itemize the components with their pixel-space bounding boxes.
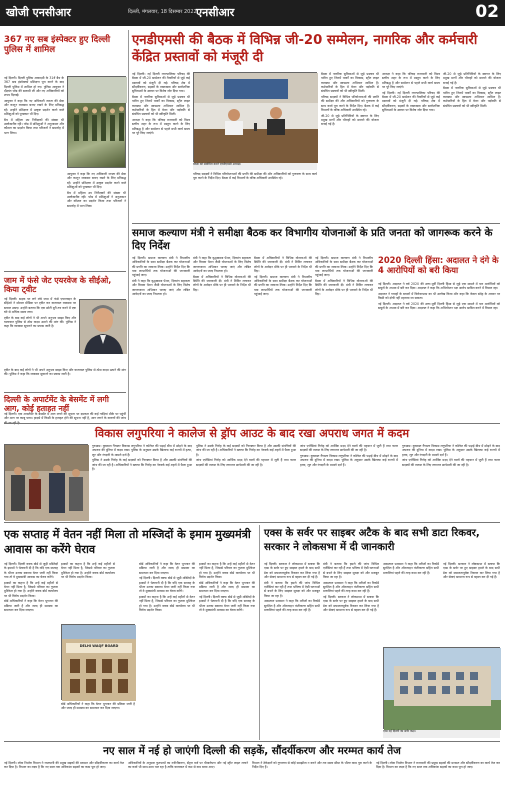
- ceo-portrait: [79, 299, 126, 353]
- story-body-continued: बोर्ड अधिकारियों ने कहा कि वेतन भुगतान की प्रक्रिया जारी है और जल्द ही समस्या का समाधान कर दिया जाएगा।: [61, 702, 135, 711]
- story-body: नई दिल्ली। समाज कल्याण मंत्री ने विभागीय अधिकारियों के साथ समीक्षा बैठक कर योजनाओं की प्रगति का जायजा लिया। उन्होंने निर्देश दिए कि पात्र लाभार्थियों तक योजनाओं की जानकारी पहुंचाई जाए। मंत्री ने कहा कि वृद्धावस्था पेंशन, दिव्यांग सहायता और विधवा पेंशन जैसी योजनाओं के लिए विशेष जागरूकता अभियान चलाए जाएं और लंबित आवेदनों का जल्द निपटारा हो।: [132, 256, 190, 296]
- divider: [4, 741, 500, 742]
- story-body-column-3: अस्पताल प्रशासन ने कहा कि मरीजों का रिकॉर्ड सुरक्षित है और ऑनलाइन पंजीकरण सहित सभी प्रणालियां पहले की तरह काम कर रही हैं।: [383, 562, 439, 575]
- story-body-column-2: अधिकारियों के अनुसार फुटपाथों का नवीनीकरण, सेंट्रल वर्ज पर पौधारोपण और नई स्ट्रीट लाइट लगाने का कार्य भी साथ-साथ चल रहा है ताकि यातायात में कम से कम बाधा आए।: [128, 761, 248, 770]
- story-body: नई दिल्ली। दिल्ली वक्फ बोर्ड से जुड़ी मस्जिदों के इमामों ने चेतावनी दी है कि यदि एक सप्ताह के भीतर उनका बकाया वेतन जारी नहीं किया गया तो वे मुख्यमंत्री आवास का घेराव करेंगे। इमामों का कहना है कि उन्हें कई महीनों से वेतन नहीं मिला है, जिससे परिवार का गुजारा मुश्किल हो गया है। उन्होंने वक्फ बोर्ड कार्यालय पर भी विरोध प्रदर्शन किया। बोर्ड अधिकारियों ने कहा कि वेतन भुगतान की प्रक्रिया जारी है और जल्द ही समस्या का समाधान कर दिया जाएगा।: [4, 562, 58, 612]
- headline: विकास लगुपरिया ने कालेज से ड्रॉप आउट के बाद रखा अपराध जगत में कदम: [94, 427, 410, 440]
- headline: नए साल में नई हो जाएंगी दिल्ली की सड़कें, सौंदर्यीकरण और मरम्मत कार्य तेज: [103, 745, 401, 757]
- story-sub-inspectors: [4, 36, 126, 56]
- story-delhi-roads: [4, 745, 500, 758]
- lead-headline: एनडीएमसी की बैठक में विभिन्न जी-20 सम्मेलन, नागरिक और कर्मचारी केंद्रित प्रस्तावों को मंजूरी दी: [132, 33, 478, 65]
- headline: जाम में फंसे जेट एयरवेज के सीईओ, किया ट्वीट: [4, 276, 112, 295]
- story-body-column-3: विभाग ने ठेकेदारों को गुणवत्ता से कोई समझौता न करने और तय समय सीमा के भीतर काम पूरा करने के निर्देश दिए हैं।: [252, 761, 372, 770]
- story-body-column-3: बैठक में नागरिक सुविधाओं से जुड़े प्रस्ताव भी पारित हुए जिनमें पार्कों का विकास, स्ट्रीट लाइट व्यवस्था और स्वच्छता अभियान शामिल हैं। कर्मचारियों के हित में वेतन और पदोन्नति से संबंधित प्रस्तावों को भी स्वीकृति मिली। परिषद सदस्यों ने विभिन्न परियोजनाओं की प्रगति की समीक्षा की और अधिकारियों को गुणवत्ता के साथ कार्य पूरा करने के निर्देश दिए। बैठक में कई विभागों के वरिष्ठ अधिकारी उपस्थित रहे। जी-20 से जुड़े प्रतिनिधियों के स्वागत के लिए प्रमुख मार्गों और चौराहों को सजाने की योजना बनाई गई है।: [321, 72, 379, 127]
- divider: [4, 271, 126, 272]
- story-aiims-cyber-attack: [264, 527, 500, 555]
- page-number: 02: [475, 2, 499, 22]
- masthead: [0, 0, 505, 26]
- aiims-building-illustration: [384, 648, 501, 730]
- section-title: एनसीआर: [196, 6, 235, 19]
- divider: [4, 423, 500, 424]
- story-jet-airways: [4, 276, 126, 294]
- waqf-building-illustration: [62, 625, 136, 701]
- story-body: नई दिल्ली। लोक निर्माण विभाग ने राजधानी की प्रमुख सड़कों की मरम्मत और सौंदर्यीकरण का कार्य तेज कर दिया है। विभाग का लक्ष्य है कि नए साल तक अधिकांश सड़कों का काम पूरा हो जाए।: [4, 761, 124, 770]
- story-social-welfare: [132, 227, 500, 253]
- story-body: नई दिल्ली। सरकार ने लोकसभा में बताया कि एम्स के सर्वर पर हुए साइबर हमले के बाद सभी डेटा को सफलतापूर्वक रिकवर कर लिया गया है और सेवाएं सामान्य रूप से बहाल कर दी गई हैं। मंत्री ने बताया कि हमले की जांच विभिन्न एजेंसियां कर रही हैं तथा भविष्य में ऐसी घटनाओं से बचने के लिए साइबर सुरक्षा को और मजबूत किया जा रहा है। अस्पताल प्रशासन ने कहा कि मरीजों का रिकॉर्ड सुरक्षित है और ऑनलाइन पंजीकरण सहित सभी प्रणालियां पहले की तरह काम कर रही हैं।: [264, 562, 320, 612]
- headline: एक्स के सर्वर पर साइबर अटैक के बाद सभी डाटा रिकवर, सरकार ने लोकसभा में दी जानकारी: [264, 528, 480, 553]
- story-body-column-2: इमामों का कहना है कि उन्हें कई महीनों से वेतन नहीं मिला है, जिससे परिवार का गुजारा मुश्किल हो गया है। उन्होंने वक्फ बोर्ड कार्यालय पर भी विरोध प्रदर्शन किया।: [61, 562, 115, 579]
- parade-illustration: [68, 77, 127, 169]
- issue-date: दिल्ली, मंगलवार, 18 दिसम्बर 2022: [128, 9, 197, 15]
- story-body-column-2: मंत्री ने कहा कि वृद्धावस्था पेंशन, दिव्यांग सहायता और विधवा पेंशन जैसी योजनाओं के लिए विशेष जागरूकता अभियान चलाए जाएं और लंबित आवेदनों का जल्द निपटारा हो। बैठक में अधिकारियों ने विभिन्न योजनाओं की स्थिति की जानकारी दी। मंत्री ने शिविर लगाकर लोगों के आवेदन मौके पर ही भरवाने के निर्देश भी दिए।: [193, 256, 251, 292]
- story-body-column-4: इमामों का कहना है कि उन्हें कई महीनों से वेतन नहीं मिला है, जिससे परिवार का गुजारा मुश्किल हो गया है। उन्होंने वक्फ बोर्ड कार्यालय पर भी विरोध प्रदर्शन किया। बोर्ड अधिकारियों ने कहा कि वेतन भुगतान की प्रक्रिया जारी है और जल्द ही समस्या का समाधान कर दिया जाएगा। नई दिल्ली। दिल्ली वक्फ बोर्ड से जुड़ी मस्जिदों के इमामों ने चेतावनी दी है कि यदि एक सप्ताह के भीतर उनका बकाया वेतन जारी नहीं किया गया तो वे मुख्यमंत्री आवास का घेराव करेंगे।: [199, 562, 255, 612]
- story-ndmc: [132, 32, 500, 66]
- divider: [4, 522, 500, 523]
- portrait-illustration: [80, 300, 127, 354]
- story-body-column-4: नई दिल्ली। सरकार ने लोकसभा में बताया कि एम्स के सर्वर पर हुए साइबर हमले के बाद सभी डेटा को सफलतापूर्वक रिकवर कर लिया गया है और सेवाएं सामान्य रूप से बहाल कर दी गई हैं।: [443, 562, 500, 579]
- crime-scene-photo: [4, 444, 88, 520]
- headline: 2020 दिल्ली हिंसा: अदालत ने दंगे के 4 आरोपियों को बरी किया: [378, 255, 499, 275]
- waqf-board-photo: [61, 624, 135, 700]
- publication-name: खोजी एनसीआर: [6, 6, 71, 19]
- photo-caption: बैठक को संबोधित करते एनडीएमसी अध्यक्ष।: [193, 163, 317, 170]
- ndmc-meeting-photo: [193, 72, 317, 162]
- column-rule: [259, 525, 260, 740]
- story-body-column-2: पुलिस ने उसके गिरोह के कई सदस्यों को गिरफ्तार किया है और उसकी संपत्तियों की जांच की जा रही है। अधिकारियों ने बताया कि गिरोह का नेटवर्क कई शहरों में फैला हुआ है। जांच एजेंसियां गिरोह को आर्थिक मदद देने वालों की पहचान में जुटी हैं तथा फरार सदस्यों की तलाश के लिए लगातार छापेमारी की जा रही है।: [196, 444, 296, 467]
- headline: दिल्ली के अपार्टमेंट के बेसमेंट में लगी आग, कोई हताहत नहीं: [4, 395, 109, 413]
- story-body: नई दिल्ली। दिल्ली पुलिस अकादमी के 31वें बैच के 367 सब इंस्पेक्टर्स प्रशिक्षण पूरा करने के बाद दिल्ली पुलिस में शामिल हो गए। पुलिस आयुक्त ने दीक्षांत परेड की सलामी ली और नए अधिकारियों को शपथ दिलाई। आयुक्त ने कहा कि नए अधिकारी जनता की सेवा और कानून व्यवस्था बनाए रखने के लिए प्रतिबद्ध रहें। उन्होंने प्रशिक्षण में उत्कृष्ट प्रदर्शन करने वाले प्रशिक्षुओं को पुरस्कार भी दिए। बैच में महिला उप निरीक्षकों की संख्या भी उल्लेखनीय रही। परेड में प्रशिक्षुओं ने अनुशासन और कौशल का प्रदर्शन किया तथा परिजनों ने समारोह में भाग लिया।: [4, 76, 64, 135]
- divider: [132, 223, 500, 224]
- crime-scene-illustration: [5, 445, 89, 521]
- story-body-column-3: बैठक में अधिकारियों ने विभिन्न योजनाओं की स्थिति की जानकारी दी। मंत्री ने शिविर लगाकर लोगों के आवेदन मौके पर ही भरवाने के निर्देश भी दिए। नई दिल्ली। समाज कल्याण मंत्री ने विभागीय अधिकारियों के साथ समीक्षा बैठक कर योजनाओं की प्रगति का जायजा लिया। उन्होंने निर्देश दिए कि पात्र लाभार्थियों तक योजनाओं की जानकारी पहुंचाई जाए।: [254, 256, 312, 296]
- story-body-column-3: बोर्ड अधिकारियों ने कहा कि वेतन भुगतान की प्रक्रिया जारी है और जल्द ही समस्या का समाधान कर दिया जाएगा। नई दिल्ली। दिल्ली वक्फ बोर्ड से जुड़ी मस्जिदों के इमामों ने चेतावनी दी है कि यदि एक सप्ताह के भीतर उनका बकाया वेतन जारी नहीं किया गया तो वे मुख्यमंत्री आवास का घेराव करेंगे। इमामों का कहना है कि उन्हें कई महीनों से वेतन नहीं मिला है, जिससे परिवार का गुजारा मुश्किल हो गया है। उन्होंने वक्फ बोर्ड कार्यालय पर भी विरोध प्रदर्शन किया।: [139, 562, 195, 612]
- divider: [4, 392, 126, 393]
- story-body-continued: ट्वीट के बाद कई लोगों ने भी अपने अनुभव साझा किए और यातायात पुलिस से ठोस कदम उठाने की मांग की। पुलिस ने कहा कि व्यवस्था सुधारने का प्रयास जारी है।: [4, 368, 126, 377]
- headline: एक सप्ताह में वेतन नहीं मिला तो मस्जिदों के इमाम मुख्यमंत्री आवास का करेंगे घेराव: [4, 528, 251, 556]
- story-court-acquittal: [378, 256, 500, 275]
- story-body-column-5: जी-20 से जुड़े प्रतिनिधियों के स्वागत के लिए प्रमुख मार्गों और चौराहों को सजाने की योजना बनाई गई है। बैठक में नागरिक सुविधाओं से जुड़े प्रस्ताव भी पारित हुए जिनमें पार्कों का विकास, स्ट्रीट लाइट व्यवस्था और स्वच्छता अभियान शामिल हैं। कर्मचारियों के हित में वेतन और पदोन्नति से संबंधित प्रस्तावों को भी स्वीकृति मिली।: [443, 72, 501, 108]
- story-imams-salary: [4, 527, 256, 557]
- story-body-column-4: नई दिल्ली। लोक निर्माण विभाग ने राजधानी की प्रमुख सड़कों की मरम्मत और सौंदर्यीकरण का कार्य तेज कर दिया है। विभाग का लक्ष्य है कि नए साल तक अधिकांश सड़कों का काम पूरा हो जाए।: [376, 761, 500, 770]
- story-body: नई दिल्ली। सड़क पर लगे लंबे जाम में फंसे एयरलाइन के सीईओ ने सोशल मीडिया पर ट्वीट कर यातायात व्यवस्था पर सवाल उठाए। उन्होंने बताया कि एक छोटी दूरी तय करने में एक घंटे से अधिक समय लगा। ट्वीट के बाद कई लोगों ने भी अपने अनुभव साझा किए और यातायात पुलिस से ठोस कदम उठाने की मांग की। पुलिस ने कहा कि व्यवस्था सुधारने का प्रयास जारी है।: [4, 297, 76, 329]
- story-body-column-4: नई दिल्ली। समाज कल्याण मंत्री ने विभागीय अधिकारियों के साथ समीक्षा बैठक कर योजनाओं की प्रगति का जायजा लिया। उन्होंने निर्देश दिए कि पात्र लाभार्थियों तक योजनाओं की जानकारी पहुंचाई जाए। बैठक में अधिकारियों ने विभिन्न योजनाओं की स्थिति की जानकारी दी। मंत्री ने शिविर लगाकर लोगों के आवेदन मौके पर ही भरवाने के निर्देश भी दिए।: [315, 256, 373, 296]
- story-body-column-4: अध्यक्ष ने कहा कि परिषद राजधानी को विश्व स्तरीय शहर के रूप में प्रस्तुत करने के लिए प्रतिबद्ध है और सम्मेलन से पहले सभी कार्य समय पर पूरे किए जाएंगे। नई दिल्ली। नई दिल्ली नगरपालिका परिषद की बैठक में जी-20 सम्मेलन की तैयारियों से जुड़े कई प्रस्तावों को मंजूरी दी गई। परिषद क्षेत्र में सौंदर्यीकरण, सड़कों के रखरखाव और सार्वजनिक सुविधाओं के उन्नयन पर विशेष जोर दिया गया।: [382, 72, 440, 112]
- story-body: नई दिल्ली। एक अपार्टमेंट के बेसमेंट में आग लगने की सूचना पर दमकल की कई गाड़ियां मौके पर पहुंचीं और आग पर काबू पाया। हादसे में किसी के हताहत होने की सूचना नहीं है, आग लगने के कारणों की जांच: [4, 412, 126, 421]
- story-body-column-3: जांच एजेंसियां गिरोह को आर्थिक मदद देने वालों की पहचान में जुटी हैं तथा फरार सदस्यों की तलाश के लिए लगातार छापेमारी की जा रही है। गुरुग्राम। कुख्यात गैंगस्टर विकास लगुपरिया ने कॉलेज की पढ़ाई बीच में छोड़ने के बाद अपराध की दुनिया में कदम रखा। पुलिस के अनुसार उसके खिलाफ कई राज्यों में हत्या, लूट और रंगदारी के मामले दर्ज हैं।: [300, 444, 398, 467]
- column-rule: [128, 30, 129, 420]
- story-body-column-2: मंत्री ने बताया कि हमले की जांच विभिन्न एजेंसियां कर रही हैं तथा भविष्य में ऐसी घटनाओं से बचने के लिए साइबर सुरक्षा को और मजबूत किया जा रहा है। अस्पताल प्रशासन ने कहा कि मरीजों का रिकॉर्ड सुरक्षित है और ऑनलाइन पंजीकरण सहित सभी प्रणालियां पहले की तरह काम कर रही हैं। नई दिल्ली। सरकार ने लोकसभा में बताया कि एम्स के सर्वर पर हुए साइबर हमले के बाद सभी डेटा को सफलतापूर्वक रिकवर कर लिया गया है और सेवाएं सामान्य रूप से बहाल कर दी गई हैं।: [323, 562, 379, 612]
- story-body: नई दिल्ली। नई दिल्ली नगरपालिका परिषद की बैठक में जी-20 सम्मेलन की तैयारियों से जुड़े कई प्रस्तावों को मंजूरी दी गई। परिषद क्षेत्र में सौंदर्यीकरण, सड़कों के रखरखाव और सार्वजनिक सुविधाओं के उन्नयन पर विशेष जोर दिया गया। बैठक में नागरिक सुविधाओं से जुड़े प्रस्ताव भी पारित हुए जिनमें पार्कों का विकास, स्ट्रीट लाइट व्यवस्था और स्वच्छता अभियान शामिल हैं। कर्मचारियों के हित में वेतन और पदोन्नति से संबंधित प्रस्तावों को भी स्वीकृति मिली। अध्यक्ष ने कहा कि परिषद राजधानी को विश्व स्तरीय शहर के रूप में प्रस्तुत करने के लिए प्रतिबद्ध है और सम्मेलन से पहले सभी कार्य समय पर पूरे किए जाएंगे।: [132, 72, 190, 135]
- headline: 367 नए सब इंस्पेक्टर हुए दिल्ली पुलिस में शामिल: [4, 35, 111, 55]
- story-vikas-lagarpuria: [4, 427, 500, 441]
- parade-photo: [67, 76, 126, 168]
- story-body-continued: परिषद सदस्यों ने विभिन्न परियोजनाओं की प्रगति की समीक्षा की और अधिकारियों को गुणवत्ता के साथ कार्य पूरा करने के निर्देश दिए। बैठक में कई विभागों के वरिष्ठ अधिकारी उपस्थित रहे।: [193, 172, 317, 181]
- story-body: नई दिल्ली। अदालत ने वर्ष 2020 की उत्तर-पूर्वी दिल्ली हिंसा से जुड़े एक मामले में चार आरोपियों को सबूतों के अभाव में बरी कर दिया। अदालत ने कहा कि अभियोजन पक्ष आरोप साबित करने में विफल रहा। अदालत ने गवाहों के बयानों में विरोधाभास का भी उल्लेख किया और कहा कि केवल संदेह के आधार पर किसी को दोषी नहीं ठहराया जा सकता। नई दिल्ली। अदालत ने वर्ष 2020 की उत्तर-पूर्वी दिल्ली हिंसा से जुड़े एक मामले में चार आरोपियों को सबूतों के अभाव में बरी कर दिया। अदालत ने कहा कि अभियोजन पक्ष आरोप साबित करने में विफल रहा।: [378, 282, 500, 311]
- headline: समाज कल्याण मंत्री ने समीक्षा बैठक कर विभागीय योजनाओं के प्रति जनता को जागरूक करने के दिए निर्देश: [132, 228, 493, 252]
- story-body-column-4: गुरुग्राम। कुख्यात गैंगस्टर विकास लगुपरिया ने कॉलेज की पढ़ाई बीच में छोड़ने के बाद अपराध की दुनिया में कदम रखा। पुलिस के अनुसार उसके खिलाफ कई राज्यों में हत्या, लूट और रंगदारी के मामले दर्ज हैं। जांच एजेंसियां गिरोह को आर्थिक मदद देने वालों की पहचान में जुटी हैं तथा फरार सदस्यों की तलाश के लिए लगातार छापेमारी की जा रही है।: [402, 444, 500, 467]
- waqf-sign: DELHI WAQF BOARD: [79, 644, 119, 648]
- aiims-building-photo: [383, 647, 500, 729]
- meeting-illustration: [194, 73, 318, 163]
- story-body-continued: आयुक्त ने कहा कि नए अधिकारी जनता की सेवा और कानून व्यवस्था बनाए रखने के लिए प्रतिबद्ध रहें। उन्होंने प्रशिक्षण में उत्कृष्ट प्रदर्शन करने वाले प्रशिक्षुओं को पुरस्कार भी दिए। बैच में महिला उप निरीक्षकों की संख्या भी उल्लेखनीय रही। परेड में प्रशिक्षुओं ने अनुशासन और कौशल का प्रदर्शन किया तथा परिजनों ने समारोह में भाग लिया।: [67, 172, 126, 208]
- story-body: गुरुग्राम। कुख्यात गैंगस्टर विकास लगुपरिया ने कॉलेज की पढ़ाई बीच में छोड़ने के बाद अपराध की दुनिया में कदम रखा। पुलिस के अनुसार उसके खिलाफ कई राज्यों में हत्या, लूट और रंगदारी के मामले दर्ज हैं। पुलिस ने उसके गिरोह के कई सदस्यों को गिरफ्तार किया है और उसकी संपत्तियों की जांच की जा रही है। अधिकारियों ने बताया कि गिरोह का नेटवर्क कई शहरों में फैला हुआ है।: [92, 444, 192, 471]
- photo-caption: एम्स नई दिल्ली का सर्वर कक्ष।: [383, 730, 500, 738]
